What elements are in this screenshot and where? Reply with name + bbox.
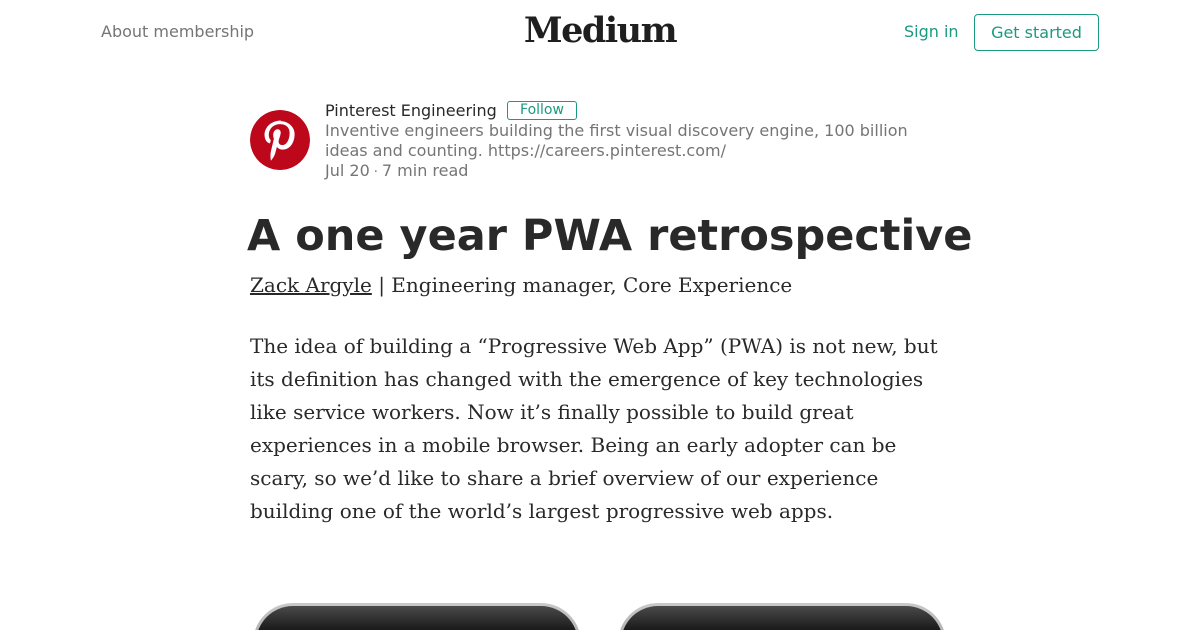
- author-avatar[interactable]: [250, 110, 310, 170]
- post-meta: [325, 161, 468, 183]
- article-paragraph: The idea of building a “Progressive Web App” (PWA) is not new, but its definition has changed with the emergence of key technologies like service workers. Now it’s finally possible to build great experiences in a mobile browser. Being an early adopter can be scary, so we’d like to share a brief overview of our experience building one of the world’s largest progressive web apps.: [250, 334, 938, 523]
- author-bio: Inventive engineers building the first visual discovery engine, 100 billion ideas and counting. https://careers.pinterest.com/: [325, 121, 908, 160]
- about-membership-link[interactable]: About membership: [101, 22, 255, 41]
- byline-role: | Engineering manager, Core Experience: [371, 273, 793, 297]
- pinterest-logo-icon: [250, 110, 310, 170]
- follow-button[interactable]: Follow: [507, 101, 577, 120]
- top-nav: [0, 0, 1200, 65]
- article-byline: [250, 271, 970, 299]
- author-name[interactable]: Pinterest Engineering: [325, 101, 497, 120]
- read-time: 7 min read: [381, 161, 469, 180]
- phone-image-right: [618, 603, 946, 630]
- logo-text[interactable]: Medium: [523, 10, 677, 51]
- post-date: Jul 20: [325, 161, 370, 180]
- phone-image-left: [253, 603, 581, 630]
- sign-in-link[interactable]: Sign in: [904, 22, 959, 41]
- article-title: A one year PWA retrospective: [247, 211, 973, 261]
- meta-separator: ·: [373, 165, 378, 180]
- byline-author-link[interactable]: Zack Argyle: [250, 273, 372, 297]
- get-started-button[interactable]: Get started: [974, 14, 1099, 51]
